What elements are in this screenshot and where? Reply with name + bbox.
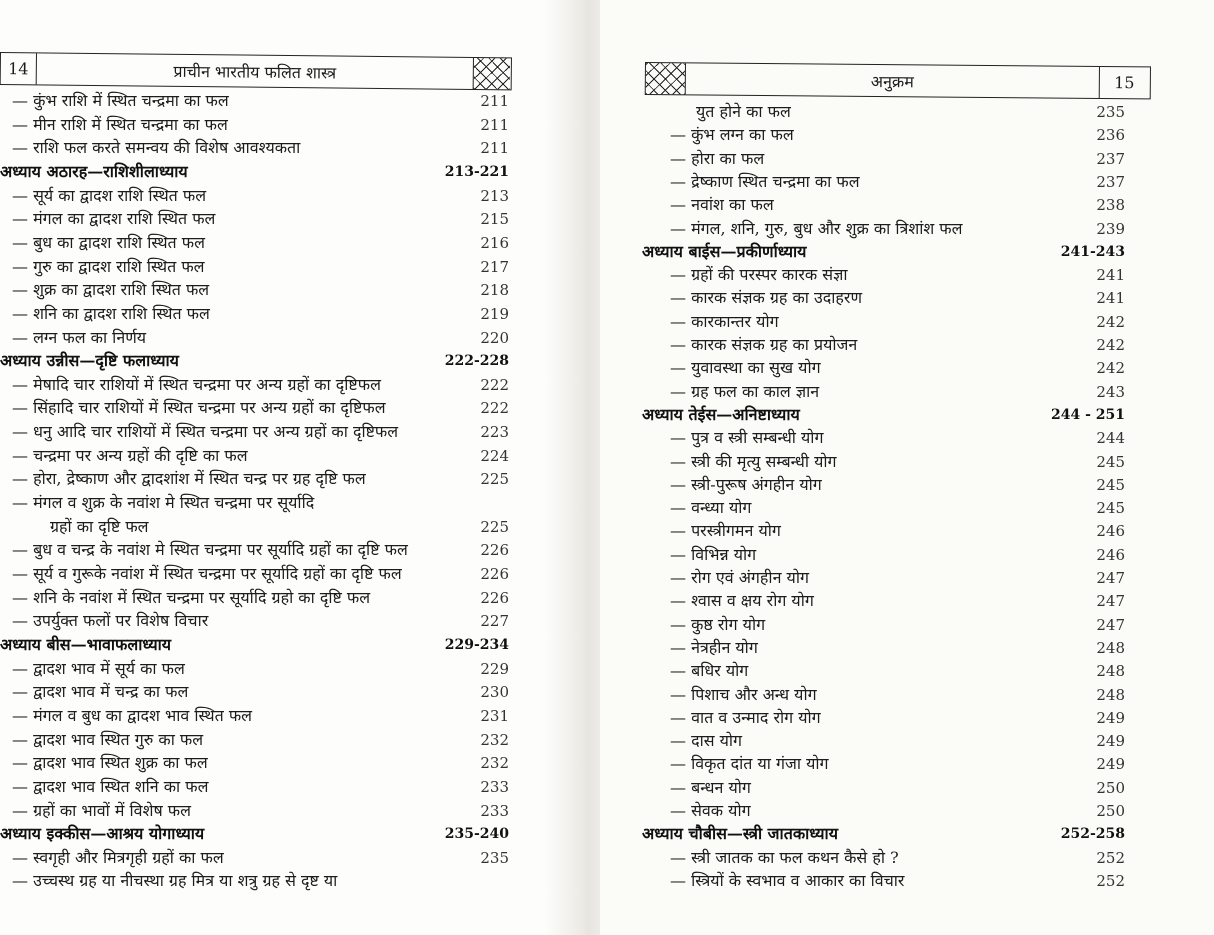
entry-page-number: 225 xyxy=(480,517,509,536)
entry-title: — रोग एवं अंगहीन योग xyxy=(670,568,809,587)
toc-entry xyxy=(600,334,1160,356)
entry-title: — चन्द्रमा पर अन्य ग्रहों की दृष्टि का फल xyxy=(12,445,248,465)
entry-page-number: 231 xyxy=(480,706,509,725)
chapter-title: अध्याय अठारह—राशिशीलाध्याय xyxy=(0,161,188,181)
toc-entry xyxy=(0,563,545,585)
toc-entry xyxy=(600,777,1160,799)
entry-page-number: 242 xyxy=(1096,312,1125,331)
chapter-heading xyxy=(0,161,545,183)
entry-page-number: 249 xyxy=(1096,708,1125,727)
toc-entry xyxy=(0,681,545,703)
entry-page-number: 235 xyxy=(1096,103,1125,121)
toc-entry xyxy=(600,544,1160,566)
toc-entry xyxy=(0,279,545,301)
toc-entry xyxy=(600,171,1160,193)
toc-entry xyxy=(0,232,545,254)
entry-page-number: 249 xyxy=(1096,755,1125,774)
chapter-page-range: 222-228 xyxy=(444,353,509,370)
toc-entry xyxy=(600,311,1160,333)
chapter-heading xyxy=(0,634,545,656)
page-number: 15 xyxy=(1099,67,1149,98)
toc-entry xyxy=(0,847,545,869)
entry-page-number: 225 xyxy=(480,470,509,489)
entry-page-number: 230 xyxy=(480,683,509,702)
entry-page-number: 248 xyxy=(1096,662,1125,681)
entry-page-number: 226 xyxy=(480,541,509,560)
toc-entry xyxy=(600,684,1160,706)
entry-title: — सेवक योग xyxy=(670,801,751,820)
toc-entry xyxy=(600,590,1160,612)
toc-entry xyxy=(600,497,1160,519)
entry-title: — द्रेष्काण स्थित चन्द्रमा का फल xyxy=(670,171,860,191)
entry-page-number: 246 xyxy=(1096,522,1125,541)
chapter-title: अध्याय बीस—भावाफलाध्याय xyxy=(0,634,172,654)
toc-entry xyxy=(600,870,1160,892)
entry-title: — कुंभ राशि में स्थित चन्द्रमा का फल xyxy=(12,91,229,110)
entry-title: — द्वादश भाव में चन्द्र का फल xyxy=(12,682,189,702)
entry-page-number: 252 xyxy=(1096,848,1125,867)
entry-page-number: 217 xyxy=(480,257,509,276)
entry-page-number: 216 xyxy=(480,233,509,252)
toc-entry xyxy=(600,451,1160,473)
toc-entry xyxy=(600,660,1160,682)
crosshatch-ornament xyxy=(473,58,510,89)
entry-title: — बुध का द्वादश राशि स्थित फल xyxy=(12,232,205,252)
entry-page-number: 232 xyxy=(480,730,509,749)
entry-title: — द्वादश भाव स्थित शुक्र का फल xyxy=(12,753,208,773)
chapter-page-range: 213-221 xyxy=(444,163,509,180)
toc-entry xyxy=(0,658,545,680)
entry-page-number: 211 xyxy=(480,139,509,158)
toc-entry xyxy=(0,587,545,609)
entry-title: — शनि का द्वादश राशि स्थित फल xyxy=(12,303,210,323)
entry-title: — द्वादश भाव स्थित शनि का फल xyxy=(12,776,209,796)
entry-page-number: 220 xyxy=(480,328,509,347)
toc-entry xyxy=(600,800,1160,822)
entry-page-number: 222 xyxy=(480,375,509,394)
entry-page-number: 250 xyxy=(1096,802,1125,820)
entry-title: — मंगल व बुध का द्वादश भाव स्थित फल xyxy=(12,705,252,725)
entry-title: — दास योग xyxy=(670,731,743,751)
chapter-heading xyxy=(0,823,545,845)
toc-entry xyxy=(0,114,545,136)
entry-title: — कुष्ठ रोग योग xyxy=(670,614,766,634)
toc-entry xyxy=(0,303,545,325)
entry-page-number: 248 xyxy=(1096,638,1125,657)
entry-page-number: 223 xyxy=(480,423,509,442)
entry-page-number: 241 xyxy=(1096,289,1125,308)
toc-entry xyxy=(600,474,1160,496)
entry-page-number: 238 xyxy=(1096,196,1125,215)
entry-title: — ग्रहों की परस्पर कारक संज्ञा xyxy=(670,265,848,285)
chapter-heading xyxy=(0,350,545,372)
left-page xyxy=(0,0,560,935)
toc-entry xyxy=(600,357,1160,379)
entry-title: — विभिन्न योग xyxy=(670,544,757,564)
entry-page-number: 213 xyxy=(480,186,509,205)
entry-page-number: 233 xyxy=(480,777,509,796)
toc-entry xyxy=(0,610,545,632)
entry-page-number: 248 xyxy=(1096,685,1125,704)
entry-title: — मीन राशि में स्थित चन्द्रमा का फल xyxy=(12,114,228,134)
page-title: प्राचीन भारतीय फलित शास्त्र xyxy=(173,61,337,83)
entry-page-number: 242 xyxy=(1096,359,1125,378)
entry-title: — सिंहादि चार राशियों में स्थित चन्द्रमा पर अन्य ग्रहों का दृष्टिफल xyxy=(12,398,386,418)
toc-entry xyxy=(0,90,545,112)
chapter-page-range: 252-258 xyxy=(1060,826,1125,843)
entry-page-number: 245 xyxy=(1096,475,1125,494)
toc-entry xyxy=(0,752,545,774)
chapter-page-range: 229-234 xyxy=(444,636,509,653)
entry-page-number: 219 xyxy=(480,304,509,323)
entry-title: — स्त्रियों के स्वभाव व आकार का विचार xyxy=(670,870,905,890)
toc-entry xyxy=(600,264,1160,286)
page-header xyxy=(645,62,1151,99)
chapter-title: अध्याय तेईस—अनिष्टाध्याय xyxy=(642,404,800,424)
entry-title: — वन्ध्या योग xyxy=(670,498,752,518)
toc-entry xyxy=(0,137,545,159)
toc-entry xyxy=(600,520,1160,542)
entry-page-number: 236 xyxy=(1096,126,1125,145)
toc-entry xyxy=(600,730,1160,752)
toc-entry xyxy=(0,327,545,349)
crosshatch-ornament xyxy=(646,63,686,94)
toc-entry xyxy=(0,539,545,561)
toc-entry xyxy=(600,101,1160,123)
entry-page-number: 242 xyxy=(1096,336,1125,354)
entry-page-number: 211 xyxy=(480,92,509,110)
entry-title: — नेत्रहीन योग xyxy=(670,637,758,657)
page-title: अनुक्रम xyxy=(870,71,914,91)
toc-entry xyxy=(600,637,1160,659)
entry-page-number: 247 xyxy=(1096,615,1125,634)
entry-title: — द्वादश भाव स्थित गुरु का फल xyxy=(12,729,204,749)
page-number: 14 xyxy=(1,53,37,84)
entry-title: — धनु आदि चार राशियों में स्थित चन्द्रमा पर अन्य ग्रहों का दृष्टिफल xyxy=(12,422,399,442)
entry-page-number: 246 xyxy=(1096,545,1125,564)
right-page xyxy=(600,0,1214,935)
toc-entry xyxy=(0,256,545,278)
entry-title: — परस्त्रीगमन योग xyxy=(670,521,781,541)
entry-page-number: 218 xyxy=(480,281,509,300)
page-header xyxy=(0,52,512,90)
entry-title: — विकृत दांत या गंजा योग xyxy=(670,754,829,774)
entry-title: — शुक्र का द्वादश राशि स्थित फल xyxy=(12,280,210,300)
entry-page-number: 232 xyxy=(480,754,509,773)
entry-page-number: 247 xyxy=(1096,592,1125,611)
entry-title: — स्त्री-पुरूष अंगहीन योग xyxy=(670,474,822,494)
entry-title: — कुंभ लग्न का फल xyxy=(670,125,794,145)
toc-entry xyxy=(600,124,1160,146)
chapter-title: अध्याय उन्नीस—दृष्टि फलाध्याय xyxy=(0,351,179,371)
entry-page-number: 241 xyxy=(1096,266,1125,285)
entry-title: — नवांश का फल xyxy=(670,195,774,215)
chapter-heading xyxy=(600,823,1160,845)
entry-title: — मंगल व शुक्र के नवांश मे स्थित चन्द्रमा पर सूर्यादि xyxy=(12,493,315,513)
entry-title: — ग्रहों का भावों में विशेष फल xyxy=(12,800,191,820)
entry-title: — पिशाच और अन्ध योग xyxy=(670,684,817,704)
entry-title: — लग्न फल का निर्णय xyxy=(12,327,147,347)
entry-title: — मंगल, शनि, गुरु, बुध और शुक्र का त्रिशांश फल xyxy=(670,218,963,238)
entry-title: — ग्रह फल का काल ज्ञान xyxy=(670,381,820,401)
entry-title: — सूर्य व गुरूके नवांश में स्थित चन्द्रमा पर सूर्यादि ग्रहों का दृष्टि फल xyxy=(12,564,402,583)
toc-entry xyxy=(600,753,1160,775)
entry-page-number: 245 xyxy=(1096,499,1125,518)
entry-title: — सूर्य का द्वादश राशि स्थित फल xyxy=(12,185,207,205)
chapter-title: अध्याय बाईस—प्रकीर्णाध्याय xyxy=(642,241,807,261)
entry-title: — कारकान्तर योग xyxy=(670,311,779,331)
entry-title: — द्वादश भाव में सूर्य का फल xyxy=(12,658,185,678)
toc-entry xyxy=(600,707,1160,729)
entry-page-number: 243 xyxy=(1096,382,1125,401)
entry-page-number: 224 xyxy=(480,446,509,465)
entry-title: — उच्चस्थ ग्रह या नीचस्था ग्रह मित्र या शत्रु ग्रह से दृष्ट या xyxy=(12,871,338,891)
entry-page-number: 235 xyxy=(480,848,509,867)
chapter-heading xyxy=(600,241,1160,263)
toc-entry xyxy=(600,847,1160,869)
entry-page-number: 215 xyxy=(480,210,509,229)
entry-title: — मेषादि चार राशियों में स्थित चन्द्रमा पर अन्य ग्रहों का दृष्टिफल xyxy=(12,374,381,394)
entry-title: — गुरु का द्वादश राशि स्थित फल xyxy=(12,256,205,276)
toc-entry xyxy=(0,729,545,751)
toc-entry xyxy=(0,468,545,490)
toc-entry xyxy=(600,194,1160,216)
entry-page-number: 252 xyxy=(1096,871,1125,890)
entry-page-number: 233 xyxy=(480,801,509,820)
entry-title: — वात व उन्माद रोग योग xyxy=(670,707,821,727)
entry-page-number: 244 xyxy=(1096,429,1125,448)
entry-page-number: 239 xyxy=(1096,219,1125,238)
toc-entry xyxy=(0,208,545,230)
entry-page-number: 229 xyxy=(480,659,509,678)
entry-title: — होरा का फल xyxy=(670,148,765,168)
toc-entry xyxy=(600,218,1160,240)
toc-entry xyxy=(600,614,1160,636)
entry-page-number: 247 xyxy=(1096,569,1125,587)
chapter-title: अध्याय इक्कीस—आश्रय योगाध्याय xyxy=(0,824,205,844)
entry-page-number: 226 xyxy=(480,588,509,607)
entry-title: — उपर्युक्त फलों पर विशेष विचार xyxy=(12,611,209,631)
toc-entry xyxy=(0,705,545,727)
toc-entry xyxy=(600,567,1160,589)
entry-page-number: 249 xyxy=(1096,732,1125,751)
entry-title: — शनि के नवांश में स्थित चन्द्रमा पर सूर्यादि ग्रहो का दृष्टि फल xyxy=(12,587,371,607)
entry-title: — पुत्र व स्त्री सम्बन्धी योग xyxy=(670,428,824,448)
entry-title: — राशि फल करते समन्वय की विशेष आवश्यकता xyxy=(12,138,301,158)
toc-entry xyxy=(0,397,545,419)
entry-title: — युवावस्था का सुख योग xyxy=(670,358,821,378)
toc-entry xyxy=(0,445,545,467)
entry-page-number: 245 xyxy=(1096,452,1125,471)
chapter-page-range: 235-240 xyxy=(444,826,509,843)
chapter-title: अध्याय चौबीस—स्त्री जातकाध्याय xyxy=(642,824,838,844)
entry-page-number: 237 xyxy=(1096,172,1125,191)
entry-page-number: 211 xyxy=(480,115,509,134)
entry-title: — बधिर योग xyxy=(670,661,749,681)
entry-title: — स्त्री की मृत्यु सम्बन्धी योग xyxy=(670,451,837,471)
toc-entry xyxy=(0,421,545,443)
entry-title: ग्रहों का दृष्टि फल xyxy=(50,516,149,536)
entry-title: — स्त्री जातक का फल कथन कैसे हो ? xyxy=(670,847,899,867)
toc-entry xyxy=(0,776,545,798)
entry-title: — कारक संज्ञक ग्रह का प्रयोजन xyxy=(670,335,858,354)
toc-entry xyxy=(0,870,545,892)
entry-title: — बुध व चन्द्र के नवांश मे स्थित चन्द्रमा पर सूर्यादि ग्रहों का दृष्टि फल xyxy=(12,540,408,560)
entry-title: — होरा, द्रेष्काण और द्वादशांश में स्थित चन्द्र पर ग्रह दृष्टि फल xyxy=(12,469,366,489)
entry-page-number: 226 xyxy=(480,565,509,583)
toc-entry xyxy=(600,427,1160,449)
toc-entry xyxy=(600,381,1160,403)
chapter-page-range: 241-243 xyxy=(1060,243,1125,260)
entry-title: युत होने का फल xyxy=(696,102,791,121)
entry-page-number: 237 xyxy=(1096,149,1125,168)
entry-title: — श्वास व क्षय रोग योग xyxy=(670,591,814,611)
toc-entry xyxy=(0,516,545,538)
entry-title: — मंगल का द्वादश राशि स्थित फल xyxy=(12,209,216,229)
toc-entry xyxy=(0,492,545,514)
toc-entry xyxy=(0,374,545,396)
chapter-heading xyxy=(600,404,1160,426)
entry-page-number: 222 xyxy=(480,399,509,418)
toc-entry xyxy=(600,287,1160,309)
chapter-page-range: 244 - 251 xyxy=(1050,406,1125,423)
entry-title: — स्वगृही और मित्रगृही ग्रहों का फल xyxy=(12,847,224,867)
toc-entry xyxy=(0,185,545,207)
entry-title: — बन्धन योग xyxy=(670,777,751,797)
entry-title: — कारक संज्ञक ग्रह का उदाहरण xyxy=(670,288,863,308)
toc-entry xyxy=(600,148,1160,170)
toc-entry xyxy=(0,800,545,822)
entry-page-number: 250 xyxy=(1096,778,1125,797)
entry-page-number: 227 xyxy=(480,612,509,631)
